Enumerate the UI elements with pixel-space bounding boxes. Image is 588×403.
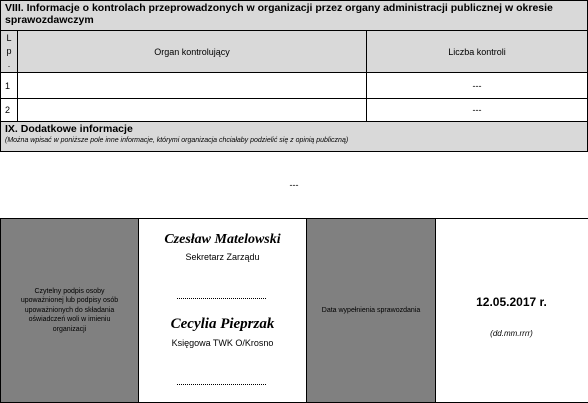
col-organ-header <box>17 30 367 73</box>
person-1-name: Czesław Matelowski <box>164 232 281 247</box>
col-lp-letter: . <box>7 59 11 69</box>
signature-line-1 <box>177 298 266 299</box>
date-value: 12.05.2017 r. <box>476 295 547 309</box>
col-lp-letter: p <box>6 46 12 56</box>
col-liczba-header <box>366 30 588 73</box>
date-value-cell[interactable] <box>435 218 588 403</box>
section-9-content[interactable]: --- <box>289 180 299 190</box>
date-label-cell <box>306 218 436 403</box>
row-2-organ[interactable] <box>17 98 367 122</box>
date-format: (dd.mm.rrrr) <box>490 329 533 338</box>
signature-line-2 <box>177 384 266 385</box>
col-organ-label: Organ kontrolujący <box>154 46 230 57</box>
person-2-role: Księgowa TWK O/Krosno <box>171 338 274 348</box>
col-liczba-label: Liczba kontroli <box>448 46 506 57</box>
row-2-lp: 2 <box>0 98 18 122</box>
signature-label-cell <box>0 218 139 403</box>
col-lp-letter: L <box>6 33 12 43</box>
section-9-header <box>0 121 588 152</box>
signature-label: Czytelny podpis osoby upoważnionej lub podpisy osób upoważnionych do składania oświadczeń woli w imieniu organizacji <box>20 287 119 333</box>
section-8-header <box>0 0 588 31</box>
date-label: Data wypełnienia sprawozdania <box>321 307 421 314</box>
section-9-title: IX. Dodatkowe informacje <box>5 123 133 135</box>
person-1-role: Sekretarz Zarządu <box>185 252 260 262</box>
row-1-liczba[interactable]: --- <box>366 72 588 99</box>
col-lp-header <box>0 30 18 73</box>
person-2-name: Cecylia Pieprzak <box>170 316 275 332</box>
section-9-subtitle: (Można wpisać w poniższe pole inne informacje, którymi organizacja chciałaby podzielić się z opinią publiczną) <box>5 137 349 144</box>
section-8-title: VIII. Informacje o kontrolach przeprowadzonych w organizacji przez organy administracji publicznej w okresie sprawozdawczym <box>5 2 553 26</box>
signature-area[interactable] <box>138 218 307 403</box>
row-1-organ[interactable] <box>17 72 367 99</box>
row-1-lp: 1 <box>0 72 18 99</box>
row-2-liczba[interactable]: --- <box>366 98 588 122</box>
